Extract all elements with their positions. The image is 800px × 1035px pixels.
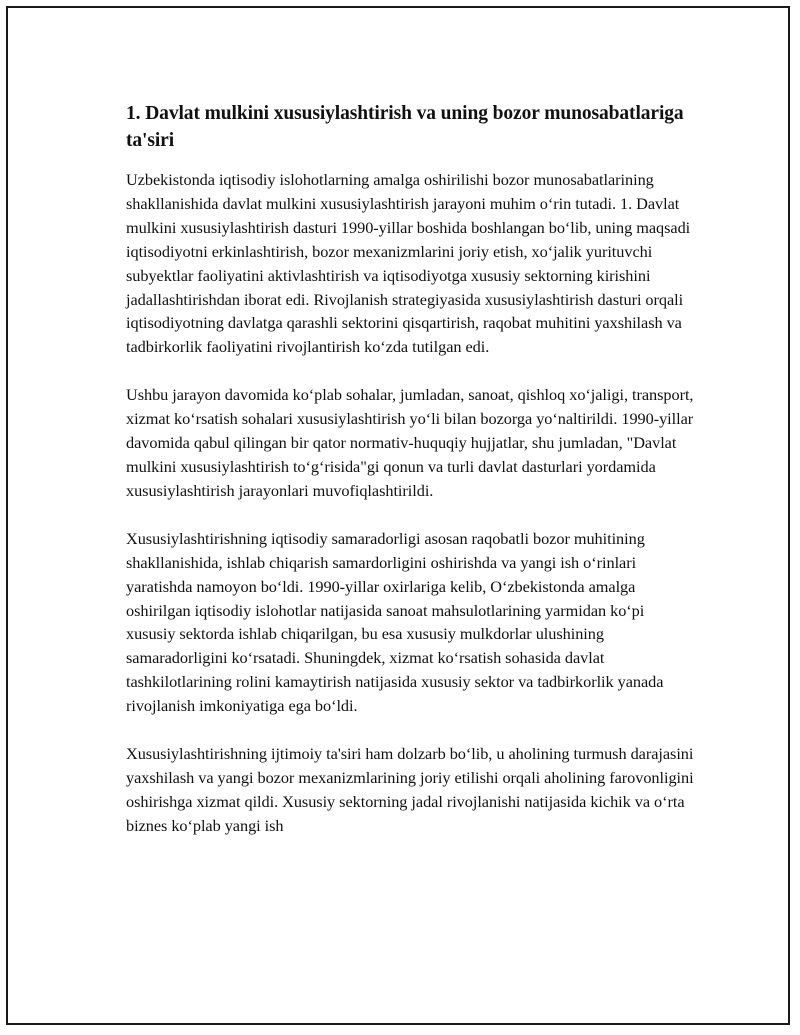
paragraph-2: Ushbu jarayon davomida koʻplab sohalar, jumladan, sanoat, qishloq xoʻjaligi, transport, xizmat koʻrsatish sohalari xususiylashtirish yoʻli bilan bozorga yoʻnaltirildi. 1990-yillar davomida qabul qilingan bir qator normativ-huquqiy hujjatlar, shu jumladan, "Davlat mulkini xususiylashtirish toʻgʻrisida"gi qonun va turli davlat dasturlari yordamida xususiylashtirish jarayonlari muvofiqlashtirildi. [126,385,694,500]
paragraph-4: Xususiylashtirishning ijtimoiy ta'siri ham dolzarb boʻlib, u aholining turmush darajasini yaxshilash va yangi bozor mexanizmlarining joriy etilishi orqali aholining farovonligini oshirishga xizmat qildi. Xususiy sektorning jadal rivojlanishi natijasida kichik va oʻrta biznes koʻplab yangi ish [126,744,694,835]
paragraph-3: Xususiylashtirishning iqtisodiy samaradorligi asosan raqobatli bozor muhitining shakllanishida, ishlab chiqarish samardorligini oshirishda va yangi ish oʻrinlari yaratishda namoyon boʻldi. 1990-yillar oxirlariga kelib, Oʻzbekistonda amalga oshirilgan iqtisodiy islohotlar natijasida sanoat mahsulotlarining yarmidan koʻpi xususiy sektorda ishlab chiqarilgan, bu esa xususiy mulkdorlar ulushining samaradorligini koʻrsatadi. Shuningdek, xizmat koʻrsatish sohasida davlat tashkilotlarining rolini kamaytirish natijasida xususiy sektor va tadbirkorlik yanada rivojlanish imkoniyatiga ega boʻldi. [126,528,664,716]
paragraph-1: Uzbekistonda iqtisodiy islohotlarning amalga oshirilishi bozor munosabatlarining shakllanishida davlat mulkini xususiylashtirish jarayoni muhim oʻrin tutadi. 1. Davlat mulkini xususiylashtirish dasturi 1990-yillar boshida boshlangan boʻlib, uning maqsadi iqtisodiyotni erkinlashtirish, bozor mexanizmlarini joriy etish, xoʻjalik yurituvchi subyektlar faoliyatini aktivlashtirish va iqtisodiyotga xususiy sektorning kirishini jadallashtirishdan iborat edi. Rivojlanish strategiyasida xususiylashtirish dasturi orqali iqtisodiyotning davlatga qarashli sektorini qisqartirish, raqobat muhitini yaxshilash va tadbirkorlik faoliyatini rivojlantirish koʻzda tutilgan edi. [126,170,691,357]
page-frame [6,6,790,1025]
section-heading: 1. Davlat mulkini xususiylashtirish va uning bozor munosabatlariga ta'siri [126,103,684,151]
document-body [126,100,696,862]
